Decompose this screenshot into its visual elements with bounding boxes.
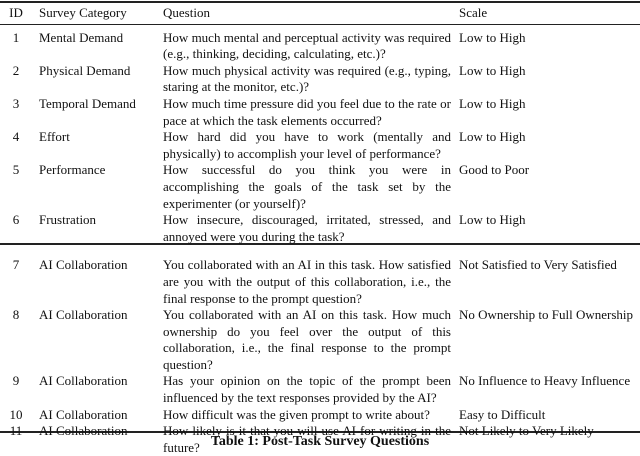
cell-question: How much time pressure did you feel due to the rate or pace at which the task elements occurred? bbox=[163, 95, 451, 128]
cell-question: How insecure, discouraged, irritated, stressed, and annoyed were you during the task? bbox=[163, 212, 451, 244]
top-rule bbox=[0, 1, 640, 3]
cell-question: Has your opinion on the topic of the prompt been influenced by the text responses provided by the AI? bbox=[163, 373, 451, 406]
table-row bbox=[0, 373, 640, 406]
table-row bbox=[0, 407, 640, 424]
table-row bbox=[0, 63, 640, 96]
cell-id: 8 bbox=[12, 307, 20, 323]
cell-id: 7 bbox=[12, 257, 20, 273]
cell-id: 3 bbox=[12, 95, 20, 111]
table-caption: Table 1: Post-Task Survey Questions bbox=[210, 434, 430, 449]
cell-category: AI Collaboration bbox=[39, 373, 128, 389]
cell-id: 6 bbox=[12, 212, 20, 228]
cell-id: 1 bbox=[12, 29, 20, 45]
table-row bbox=[0, 245, 640, 307]
cell-scale: Low to High bbox=[459, 95, 526, 111]
cell-scale: No Ownership to Full Ownership bbox=[459, 307, 634, 323]
cell-category: Effort bbox=[39, 129, 70, 145]
cell-scale: No Influence to Heavy Influence bbox=[459, 373, 631, 389]
cell-category: AI Collaboration bbox=[39, 307, 128, 323]
cell-category: AI Collaboration bbox=[39, 406, 128, 422]
cell-id: 4 bbox=[12, 129, 20, 145]
cell-category: AI Collaboration bbox=[39, 257, 128, 273]
cell-question: How hard did you have to work (mentally and physically) to accomplish your level of performance? bbox=[163, 129, 451, 161]
cell-scale: Low to High bbox=[459, 129, 526, 145]
cell-scale: Low to High bbox=[459, 62, 526, 78]
cell-category: Frustration bbox=[39, 212, 97, 228]
cell-question: How much physical activity was required (e.g., typing, staring at the monitor, etc.)? bbox=[163, 62, 451, 95]
cell-id: 5 bbox=[12, 162, 20, 178]
cell-question: How successful do you think you were in accomplishing the goals of the task set by the experimenter (or yourself)? bbox=[163, 162, 451, 211]
table-row bbox=[0, 162, 640, 212]
table-row bbox=[0, 26, 640, 63]
cell-id: 9 bbox=[12, 373, 20, 389]
cell-scale: Low to High bbox=[459, 212, 526, 228]
cell-question: You collaborated with an AI in this task. How satisfied are you with the output of this collaboration, i.e., the final response to the prompt question? bbox=[163, 257, 451, 306]
cell-id: 2 bbox=[12, 62, 20, 78]
cell-question: You collaborated with an AI on this task. How much ownership do you feel over the output of this collaboration, i.e., the final response to the prompt question? bbox=[163, 307, 451, 372]
cell-category: Performance bbox=[39, 162, 106, 178]
table-row bbox=[0, 212, 640, 245]
cell-scale: Not Likely to Very Likely bbox=[459, 423, 594, 439]
table-row bbox=[0, 96, 640, 129]
cell-question: How difficult was the given prompt to write about? bbox=[163, 406, 430, 422]
cell-question: How likely is it that you will use AI for writing in the future? bbox=[163, 423, 451, 455]
survey-table bbox=[0, 4, 640, 456]
cell-id: 10 bbox=[9, 406, 23, 422]
header-scale: Scale bbox=[459, 5, 488, 20]
cell-scale: Easy to Difficult bbox=[459, 406, 546, 422]
cell-question: How much mental and perceptual activity was required (e.g., thinking, deciding, calculating, etc.)? bbox=[163, 29, 451, 62]
cell-id: 11 bbox=[9, 423, 23, 439]
header-question: Question bbox=[163, 5, 210, 20]
cell-category: Temporal Demand bbox=[39, 95, 136, 111]
cell-scale: Low to High bbox=[459, 29, 526, 45]
cell-category: AI Collaboration bbox=[39, 423, 128, 439]
table-row bbox=[0, 129, 640, 162]
cell-scale: Not Satisfied to Very Satisfied bbox=[459, 257, 617, 273]
header-row bbox=[0, 4, 640, 26]
cell-scale: Good to Poor bbox=[459, 162, 530, 178]
cell-category: Mental Demand bbox=[39, 29, 124, 45]
header-category: Survey Category bbox=[39, 5, 127, 20]
header-id: ID bbox=[9, 5, 23, 20]
cell-category: Physical Demand bbox=[39, 62, 131, 78]
table-row bbox=[0, 307, 640, 373]
